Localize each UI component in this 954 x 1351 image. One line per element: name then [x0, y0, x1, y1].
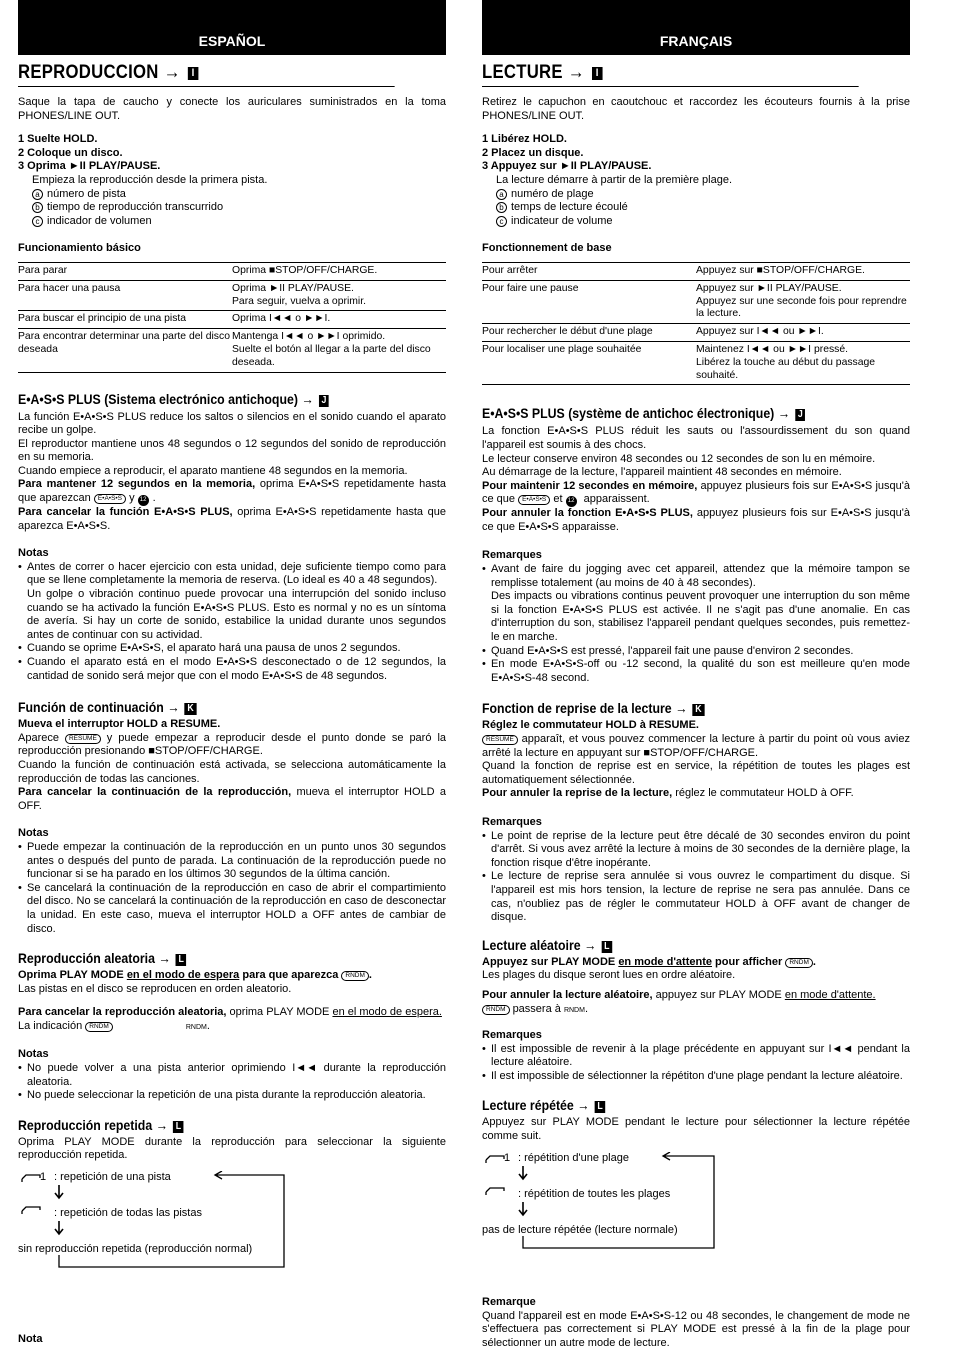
eass-p3: Au démarrage de la lecture, l'appareil maintient 48 secondes en mémoire.: [482, 466, 842, 479]
table-row: Pour localiser une plage souhaitée Maintenez I◄◄ ou ►►I pressé. Libérez la touche au début du passage souhaité.: [482, 341, 910, 384]
repeat-one-label: : répétition d'une plage: [518, 1151, 629, 1164]
basic-ops-title: Funcionamiento básico: [18, 242, 141, 255]
eass-p5: Pour annuler la fonction E•A•S•S PLUS, appuyez plusieurs fois sur E•A•S•S jusqu'à ce que E•A•S•S apparaisse.: [482, 507, 910, 533]
random-title: Lecture aléatoire → L: [482, 939, 859, 953]
list-item: • Cuando se oprime E•A•S•S, el aparato hará una pausa de unos 2 segundos.: [18, 642, 446, 656]
basic-ops-title: Fonctionnement de base: [482, 242, 612, 255]
table-row: Pour faire une pause Appuyez sur ►II PLAY/PAUSE. Appuyez sur une seconde fois pour reprendre la lecture.: [482, 280, 910, 323]
list-item: • No puede seleccionar la repetición de una pista durante la reproducción aleatoria.: [18, 1089, 446, 1103]
resume-p2: Quand la fonction de reprise est en service, la répétition de toutes les plages est automatiquement sélectionnée.: [482, 760, 910, 786]
list-item: • Le point de reprise de la lecture peut être décalé de 30 secondes environ du point d'arrêt. Si vous avez arrêté la lecture à moins de 30 secondes de la dernière plage, la fonction risque d'être inopérante.: [482, 830, 910, 871]
eass-icon: E•A•S•S: [518, 495, 550, 505]
step-2: 2 Placez un disque.: [482, 146, 584, 159]
repeat-p1: Oprima PLAY MODE durante la reproducción para seleccionar la siguiente reproducción repetida.: [18, 1135, 446, 1162]
resume-instruction: Mueva el interruptor HOLD a RESUME.: [18, 718, 221, 731]
twelve-icon: 12: [138, 495, 149, 506]
resume-notes-list: [482, 830, 910, 925]
column-espanol: [18, 0, 447, 1345]
repeat-all-label: : repetición de todas las pistas: [54, 1207, 202, 1220]
resume-instruction: Réglez le commutateur HOLD à RESUME.: [482, 719, 699, 732]
repeat-all-label: : répétition de toutes les plages: [518, 1187, 671, 1200]
item-b: b temps de lecture écoulé: [482, 201, 910, 215]
resume-p1: RESUME apparaît, et vous pouvez commencer la lecture à partir du point où vous aviez arrêté la lecture en appuyant sur ■STOP/OFF/CHARGE.: [482, 733, 910, 759]
table-row: Para hacer una pausa Oprima ►II PLAY/PAUSE. Para seguir, vuelva a oprimir.: [18, 280, 446, 311]
repeat-p1: Appuyez sur PLAY MODE pendant le lecture pour sélectionner la lecture répétée comme suit.: [482, 1116, 910, 1143]
section-title: REPRODUCCION → I: [18, 66, 395, 87]
resume-icon: RESUME: [482, 735, 518, 745]
eass-title: E•A•S•S PLUS (Sistema electrónico antichoque) → J: [18, 393, 395, 407]
random-notes-list: [18, 1062, 446, 1103]
section-title: LECTURE → I: [482, 66, 859, 87]
figure-ref: I: [592, 67, 602, 80]
eass-p3: Cuando empiece a reproducir, el aparato mantiene 48 segundos en la memoria.: [18, 464, 408, 477]
rndm-icon: RNDM: [85, 1022, 113, 1032]
eass-icon: E•A•S•S: [94, 494, 126, 504]
resume-icon: RESUME: [65, 734, 101, 744]
step-3-desc: Empieza la reproducción desde la primera pista.: [32, 173, 268, 186]
nota-title: Remarque: [482, 1296, 536, 1308]
eass-p1: La fonction E•A•S•S PLUS réduit les sauts ou l'assourdissement du son quand l'appareil est soumis à des chocs.: [482, 425, 910, 451]
random-p2: Pour annuler la lecture aléatoire, appuyez sur PLAY MODE en mode d'attente.: [482, 988, 876, 1001]
list-item: • En mode E•A•S•S-off ou -12 second, la qualité du son est meilleure qu'en mode E•A•S•S-48 second.: [482, 658, 910, 685]
step-3: 3 Oprima ►II PLAY/PAUSE.: [18, 160, 161, 173]
steps: [18, 133, 446, 228]
rndm-small-icon: RNDM: [563, 1006, 585, 1014]
step-3-desc: La lecture démarre à partir de la première plage.: [496, 173, 733, 186]
rndm-small-icon: RNDM: [185, 1023, 207, 1031]
item-b: b tiempo de reproducción transcurrido: [18, 201, 446, 215]
resume-p3: Para cancelar la continuación de la reproducción, mueva el interruptor HOLD a OFF.: [18, 786, 447, 812]
rndm-icon: RNDM: [785, 958, 813, 968]
list-item: • No puede volver a una pista anterior oprimiendo I◄◄ durante la reproducción aleatoria.: [18, 1062, 446, 1089]
step-3: 3 Appuyez sur ►II PLAY/PAUSE.: [482, 160, 652, 173]
list-item: • Puede empezar la continuación de la reproducción en un punto unos 30 segundos antes o después del punto de parada. La continuación de la reproducción puede no funcionar si se ha parado en los últimos 30 segundos de la última canción.: [18, 841, 446, 882]
repeat-none-label: sin reproducción repetida (reproducción normal): [18, 1243, 253, 1256]
language-header: FRANÇAIS: [482, 0, 910, 55]
repeat-none-label: pas de lecture répétée (lecture normale): [482, 1223, 678, 1236]
list-item: • Quand E•A•S•S est pressé, l'appareil fait une pause d'environ 2 secondes.: [482, 645, 910, 659]
repeat-title: Reproducción repetida → L: [18, 1119, 395, 1133]
list-item: • Se cancelará la continuación de la reproducción en caso de abrir el compartimiento del disco. No se cancelará la continuación de la reproducción en caso de desconectar la unidad. En este caso, mueva el interruptor HOLD a OFF antes de cambiar de disco.: [18, 882, 446, 936]
random-p1: Les plages du disque seront lues en ordre aléatoire.: [482, 969, 736, 982]
language-header: ESPAÑOL: [18, 0, 446, 55]
intro-text: Retirez le capuchon en caoutchouc et raccordez les écouteurs fournis à la prise PHONES/LINE OUT.: [482, 96, 910, 122]
nota-text: Quand l'appareil est en mode E•A•S•S-12 ou 48 secondes, le changement de mode ne s'effectuera pas correctement si PLAY MODE est pressé à la fin de la plage pour sélectionner un autre mode de lecture.: [482, 1309, 910, 1349]
random-notes-title: Notas: [18, 1048, 49, 1061]
repeat-diagram: [18, 1171, 446, 1281]
table-row: Pour arrêter Appuyez sur ■STOP/OFF/CHARGE.: [482, 262, 910, 280]
resume-title: Función de continuación → K: [18, 701, 395, 715]
random-notes-list: [482, 1043, 910, 1084]
repeat-cycle-arrows: [18, 1171, 318, 1281]
step-1: 1 Suelte HOLD.: [18, 133, 98, 146]
basic-ops-table: [18, 262, 446, 373]
play-pause-icon: ►II: [68, 160, 86, 173]
nota-title: Nota: [18, 1333, 43, 1345]
repeat-one-label: : repetición de una pista: [54, 1171, 171, 1184]
eass-p1: La función E•A•S•S PLUS reduce los saltos o silencios en el sonido cuando el aparato recibe un golpe.: [18, 410, 446, 437]
repeat-one-row: 1: [40, 1171, 47, 1184]
rndm-icon: RNDM: [341, 971, 369, 981]
notes-title: Remarques: [482, 549, 542, 562]
rndm-icon: RNDM: [482, 1005, 510, 1015]
item-a: a numéro de plage: [482, 188, 910, 202]
eass-p4: Pour maintenir 12 secondes en mémoire, appuyez plusieurs fois sur E•A•S•S jusqu'à ce que E•A•S•S et 12 apparaissent.: [482, 479, 910, 506]
table-row: Para parar Oprima ■STOP/OFF/CHARGE.: [18, 262, 446, 280]
resume-title: Fonction de reprise de la lecture → K: [482, 702, 859, 716]
repeat-cycle-arrows: [482, 1152, 782, 1262]
list-item: • Le lecture de reprise sera annulée si vous ouvrez le compartiment du disque. Si l'appareil est mis hors tension, la lecture de reprise ne sera pas annulée. Dans ce cas, n'oubliez pas de régler le commutateur HOLD à OFF avant de changer de disque.: [482, 870, 910, 924]
list-item: • Antes de correr o hacer ejercicio con esta unidad, deje suficiente tiempo como para que se llene completamente la memoria de reserva. (Lo ideal es 40 a 48 segundos). Un golpe o vibración continuo puede provocar una interrupción del sonido incluso cuando se ha activado la función E•A•S•S PLUS. Esto es normal y no es un síntoma de avería. Si hay un corte de sonido, estabilice la unidad durante unos segundos antes de continuar con su actividad.: [18, 561, 446, 643]
eass-p4: Para mantener 12 segundos en la memoria, oprima E•A•S•S repetidamente hasta que aparezcan E•A•S•S y 12 .: [18, 478, 447, 505]
step-2: 2 Coloque un disco.: [18, 146, 123, 159]
final-note: [482, 1296, 910, 1350]
item-a: a número de pista: [18, 188, 446, 202]
resume-p2: Cuando la función de continuación está activada, se selecciona automáticamente la reproducción de todas las canciones.: [18, 758, 446, 785]
random-p1: Las pistas en el disco se reproducen en orden aleatorio.: [18, 982, 292, 995]
list-item: • Avant de faire du jogging avec cet appareil, attendez que la mémoire tampon se remplisse totalement (au moins de 40 à 48 secondes). Des impacts ou vibrations continus peuvent provoquer une interruption du son même si la fonction E•A•S•S PLUS est activée. Il ne s'agit pas d'une anomalie. En cas d'interruption du son, stabilisez l'appareil pendant quelques secondes, puis remettez-le en marche.: [482, 563, 910, 645]
column-francais: [482, 0, 910, 1349]
resume-p3: Pour annuler la reprise de la lecture, réglez le commutateur HOLD à OFF.: [482, 787, 854, 800]
list-item: • Il est impossible de revenir à la plage précédente en appuyant sur I◄◄ pendant la lecture aléatoire.: [482, 1043, 910, 1070]
resume-notes-list: [18, 841, 446, 936]
random-p2: Para cancelar la reproducción aleatoria, oprima PLAY MODE en el modo de espera.: [18, 1006, 442, 1019]
notes-title: Notas: [18, 547, 49, 560]
repeat-diagram: [482, 1152, 910, 1282]
eass-p5: Para cancelar la función E•A•S•S PLUS, oprima E•A•S•S repetidamente hasta que aparezca E•A•S•S.: [18, 506, 447, 532]
eass-p2: El reproductor mantiene unos 48 segundos o 12 segundos del sonido de reproducción en su memoria.: [18, 437, 446, 464]
table-row: Para encontrar determinar una parte del disco deseada Mantenga I◄◄ o ►►I oprimido. Suelte el botón al llegar a la parte del disco deseada.: [18, 329, 446, 372]
random-instruction: Appuyez sur PLAY MODE en mode d'attente pour afficher RNDM .: [482, 955, 816, 968]
table-row: Pour rechercher le début d'une plage Appuyez sur I◄◄ ou ►►I.: [482, 324, 910, 342]
step-1: 1 Libérez HOLD.: [482, 133, 567, 146]
list-item: • Cuando el aparato está en el modo E•A•S•S desconectado o de 12 segundos, la cantidad de sonido será mejor que con el modo E•A•S•S de 48 segundos.: [18, 656, 446, 683]
table-row: Para buscar el principio de una pista Oprima I◄◄ o ►►I.: [18, 311, 446, 329]
twelve-icon: 12: [566, 496, 577, 507]
steps: [482, 133, 910, 228]
resume-p1: Aparece RESUME y puede empezar a reproducir desde el punto donde se paró la reproducción presionando ■STOP/OFF/CHARGE.: [18, 731, 447, 758]
eass-p2: Le lecteur conserve environ 48 secondes ou 12 secondes de son lu en mémoire.: [482, 452, 876, 465]
item-c: c indicateur de volume: [482, 215, 910, 229]
basic-ops-table: [482, 262, 910, 385]
notes-list: [18, 561, 446, 683]
play-pause-icon: ►II: [559, 160, 577, 173]
random-title: Reproducción aleatoria → L: [18, 952, 395, 966]
random-p3: RNDM passera à RNDM.: [482, 1003, 910, 1018]
eass-title: E•A•S•S PLUS (système de antichoc électronique) → J: [482, 407, 859, 421]
item-c: c indicador de volumen: [18, 215, 446, 229]
repeat-one-row: 1: [504, 1151, 511, 1164]
resume-notes-title: Remarques: [482, 815, 542, 828]
notes-list: [482, 563, 910, 685]
resume-notes-title: Notas: [18, 827, 49, 840]
random-instruction: Oprima PLAY MODE en el modo de espera para que aparezca RNDM .: [18, 969, 372, 982]
random-notes-title: Remarques: [482, 1029, 542, 1042]
intro-text: Saque la tapa de caucho y conecte los auriculares suministrados en la toma PHONES/LINE OUT.: [18, 96, 446, 122]
figure-ref: I: [188, 67, 198, 80]
random-p3: La indicación RNDM RNDM.: [18, 1019, 210, 1032]
repeat-title: Lecture répétée → L: [482, 1099, 859, 1113]
list-item: • Il est impossible de sélectionner la répétiton d'une plage pendant la lecture aléatoire.: [482, 1070, 910, 1084]
